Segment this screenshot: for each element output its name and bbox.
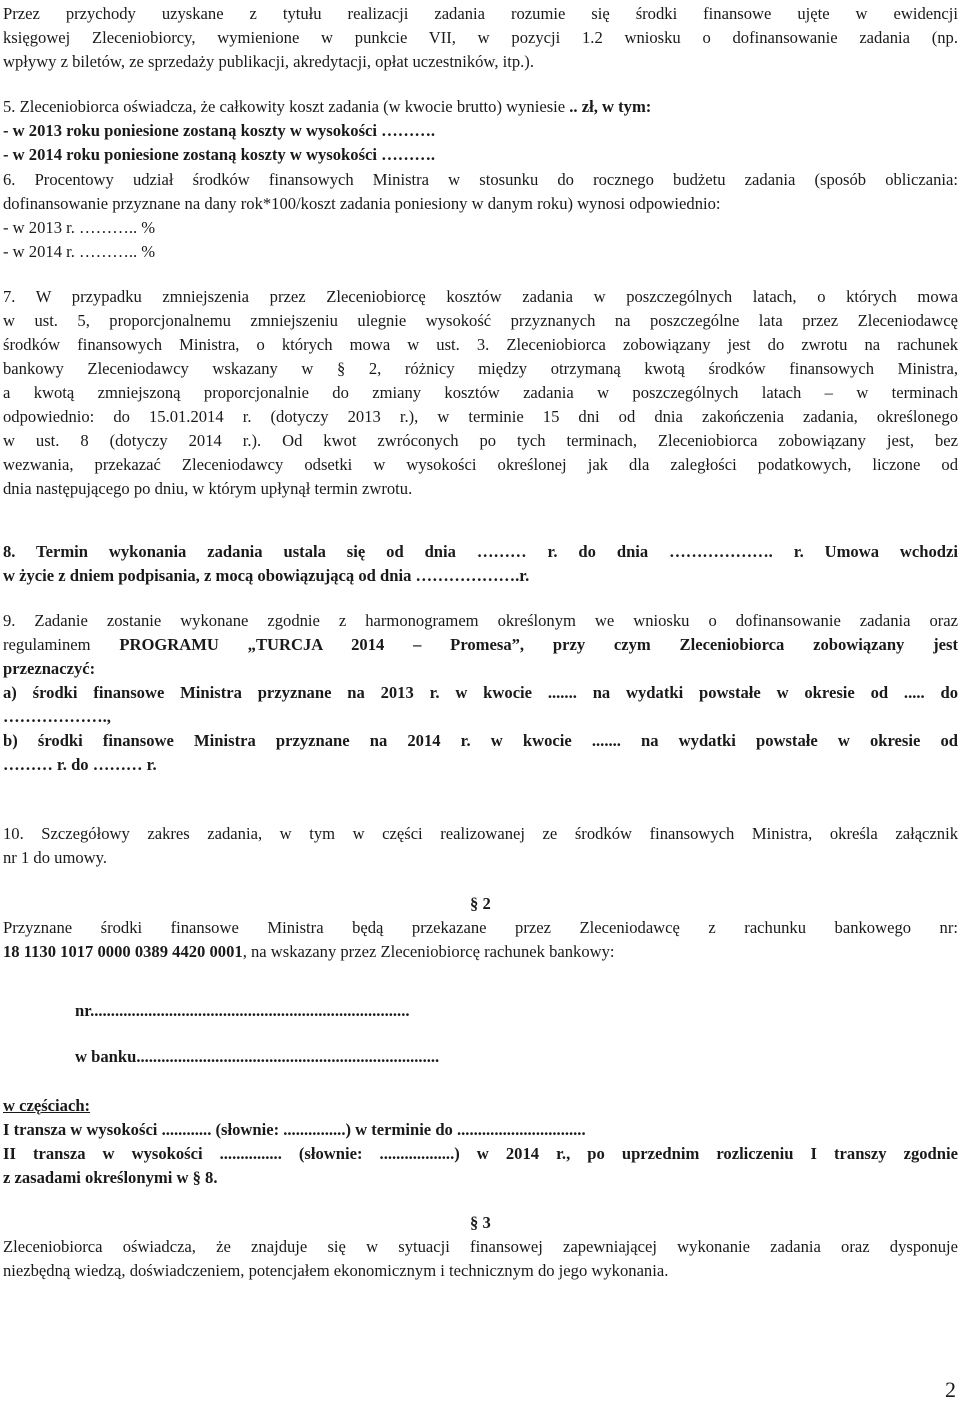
p9-item-a: a) środki finansowe Ministra przyznane na 2013 r. w kwocie ....... na wydatki powstałe w okresie od ..... do xyxy=(3,683,958,702)
paragraph-9 xyxy=(3,609,958,777)
p10-line-1: 10. Szczegółowy zakres zadania, w tym w części realizowanej ze środków finansowych Ministra, określa załącznik xyxy=(3,824,958,843)
s3-line-2: niezbędną wiedzą, doświadczeniem, potencjałem ekonomicznym i technicznym do jego wykonania. xyxy=(3,1261,669,1280)
p10-line-2: nr 1 do umowy. xyxy=(3,848,108,867)
intro-paragraph xyxy=(3,2,958,74)
p5-line-1: 5. Zleceniobiorca oświadcza, że całkowity koszt zadania (w kwocie brutto) wyniesie .. zł, w tym: xyxy=(3,97,652,116)
paragraph-6 xyxy=(3,168,958,264)
s2-czesci-heading: w częściach: xyxy=(3,1096,91,1115)
page-number: 2 xyxy=(945,1377,956,1402)
p6-line-3: - w 2013 r. ……….. % xyxy=(3,218,156,237)
s3-line-1: Zleceniobiorca oświadcza, że znajduje się w sytuacji finansowej zapewniającej wykonanie zadania oraz dysponuje xyxy=(3,1237,958,1256)
section-2-heading: § 2 xyxy=(470,894,491,913)
s2-tranches xyxy=(3,1094,958,1190)
p7-line-5: a kwotą zmniejszoną proporcjonalnie do zmiany kosztów zadania w poszczególnych latach – w terminach xyxy=(3,383,958,402)
p5-line-2014: - w 2014 roku poniesione zostaną koszty w wysokości ………. xyxy=(3,145,436,164)
p7-line-8: wezwania, przekazać Zleceniodawcy odsetki w wysokości określonej jak dla zaległości podatkowych, liczone od xyxy=(3,455,958,474)
paragraph-5 xyxy=(3,95,958,167)
bank-account-number: 18 1130 1017 0000 0389 4420 0001 xyxy=(3,942,243,961)
paragraph-10 xyxy=(3,822,958,870)
p7-line-1: 7. W przypadku zmniejszenia przez Zleceniobiorcę kosztów zadania w poszczególnych latach, o których mowa xyxy=(3,287,958,306)
p7-line-9: dnia następującego po dniu, w którym upłynął termin zwrotu. xyxy=(3,479,413,498)
p7-line-7: w ust. 8 (dotyczy 2014 r.). Od kwot zwróconych po tych terminach, Zleceniobiorca zobowiązany jest, bez xyxy=(3,431,958,450)
p7-line-6: odpowiednio: do 15.01.2014 r. (dotyczy 2013 r.), w terminie 15 dni od dnia zakończenia zadania, określonego xyxy=(3,407,958,426)
paragraph-7 xyxy=(3,285,958,501)
intro-line-2: księgowej Zleceniobiorcy, wymienione w punkcie VII, w pozycji 1.2 wniosku o dofinansowanie zadania (np. xyxy=(3,28,958,47)
s2-nr-field: nr............................................................................. xyxy=(75,1001,410,1020)
intro-line-1: Przez przychody uzyskane z tytułu realizacji zadania rozumie się środki finansowe ujęte w ewidencji xyxy=(3,4,958,23)
p8-line-2: w życie z dniem podpisania, z mocą obowiązującą od dnia ……………….r. xyxy=(3,566,530,585)
p9-item-b: b) środki finansowe Ministra przyznane na 2014 r. w kwocie ....... na wydatki powstałe w okresie od xyxy=(3,731,958,750)
program-name: PROGRAMU „TURCJA 2014 – Promesa”, przy czym Zleceniobiorca zobowiązany jest xyxy=(119,635,958,654)
p6-line-1: 6. Procentowy udział środków finansowych Ministra w stosunku do rocznego budżetu zadania (sposób obliczania: xyxy=(3,170,958,189)
p5-line-2013: - w 2013 roku poniesione zostaną koszty w wysokości ………. xyxy=(3,121,436,140)
p6-line-4: - w 2014 r. ……….. % xyxy=(3,242,156,261)
section-3-body xyxy=(3,1235,958,1283)
tranche-1: I transza w wysokości ............ (słownie: ...............) w terminie do ............................... xyxy=(3,1120,586,1139)
p6-line-2: dofinansowanie przyznane na dany rok*100/koszt zadania poniesiony w danym roku) wynosi odpowiednio: xyxy=(3,194,721,213)
p9-item-a-cont: ………………., xyxy=(3,707,111,726)
p5-amount: .. zł, w tym: xyxy=(569,97,652,116)
p9-line-1: 9. Zadanie zostanie wykonane zgodnie z harmonogramem określonym we wniosku o dofinansowanie zadania oraz xyxy=(3,611,958,630)
s2-line-2: 18 1130 1017 0000 0389 4420 0001, na wskazany przez Zleceniobiorcę rachunek bankowy: xyxy=(3,942,615,961)
tranche-2-cont: z zasadami określonymi w § 8. xyxy=(3,1168,218,1187)
p9-item-b-cont: ……… r. do ……… r. xyxy=(3,755,157,774)
section-3-heading: § 3 xyxy=(470,1213,491,1232)
p8-line-1: 8. Termin wykonania zadania ustala się od dnia ……… r. do dnia ………………. r. Umowa wchodzi xyxy=(3,542,958,561)
p9-line-3: przeznaczyć: xyxy=(3,659,96,678)
section-2-body xyxy=(3,916,958,964)
p7-line-4: bankowy Zleceniodawcy wskazany w § 2, różnicy między otrzymaną kwotą środków finansowych Ministra, xyxy=(3,359,958,378)
p7-line-3: środków finansowych Ministra, o których mowa w ust. 3. Zleceniobiorca zobowiązany jest do zwrotu na rachunek xyxy=(3,335,958,354)
p7-line-2: w ust. 5, proporcjonalnemu zmniejszeniu ulegnie wysokość przyznanych na poszczególne lata przez Zleceniodawcę xyxy=(3,311,958,330)
intro-line-3: wpływy z biletów, ze sprzedaży publikacji, akredytacji, opłat uczestników, itp.). xyxy=(3,52,534,71)
s2-line-1: Przyznane środki finansowe Ministra będą przekazane przez Zleceniodawcę z rachunku bankowego nr: xyxy=(3,918,958,937)
tranche-2: II transza w wysokości ............... (słownie: ..................) w 2014 r., po uprzednim rozliczeniu I transzy zgodnie xyxy=(3,1144,958,1163)
paragraph-8 xyxy=(3,540,958,588)
p9-line-2: regulaminem PROGRAMU „TURCJA 2014 – Promesa”, przy czym Zleceniobiorca zobowiązany jest xyxy=(3,635,958,654)
s2-bank-field: w banku......................................................................... xyxy=(75,1047,440,1066)
